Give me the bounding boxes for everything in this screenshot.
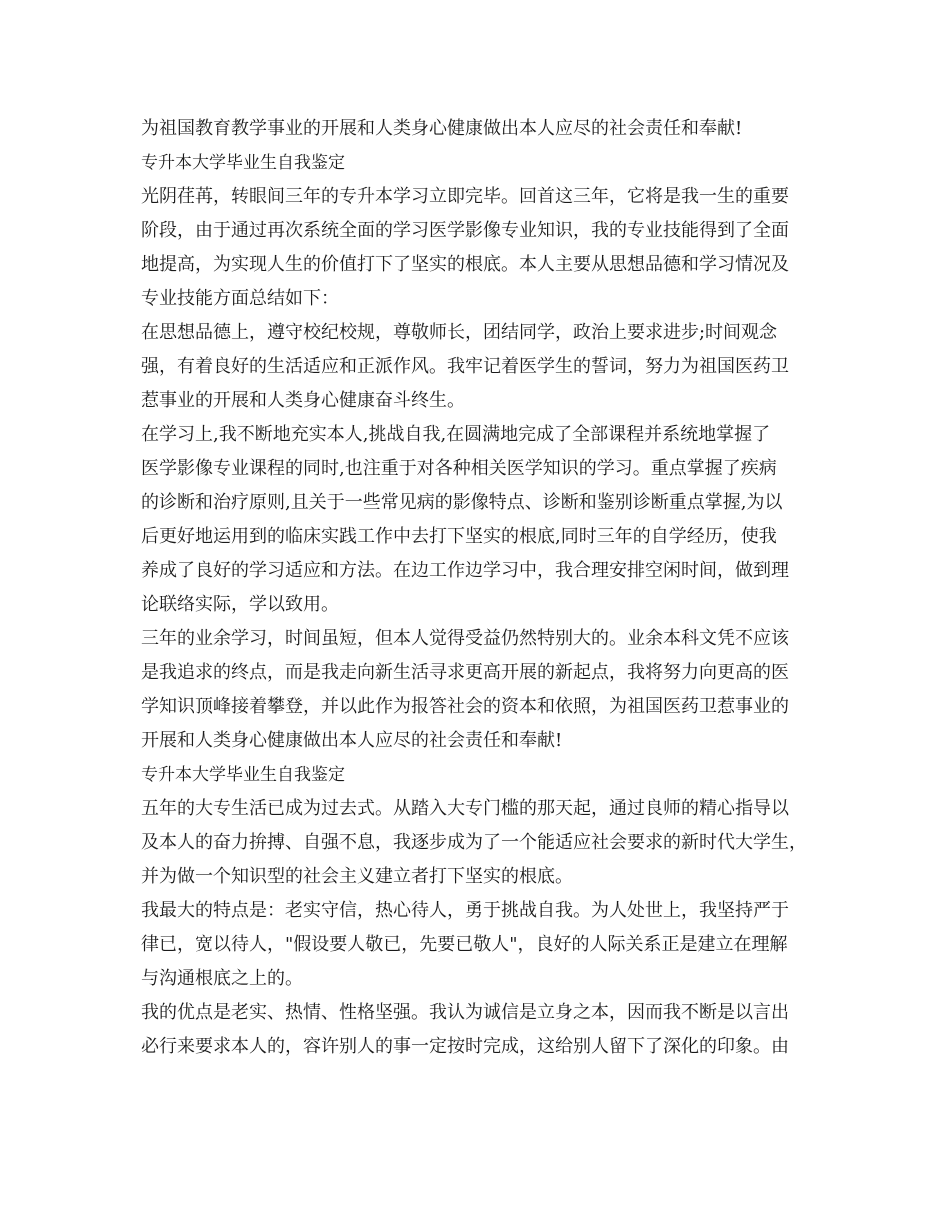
text-line: 五年的大专生活已成为过去式。从踏入大专门槛的那天起，通过良师的精心指导以 (141, 798, 789, 819)
text-line: 惹事业的开展和人类身心健康奋斗终生。 (141, 390, 465, 411)
text-line: 光阴荏苒，转眼间三年的专升本学习立即完毕。回首这三年，它将是我一生的重要 (141, 186, 789, 207)
text-line: 后更好地运用到的临床实践工作中去打下坚实的根底,同时三年的自学经历，使我 (141, 526, 777, 547)
text-line: 为祖国教育教学事业的开展和人类身心健康做出本人应尽的社会责任和奉献! (141, 118, 743, 139)
text-line: 在学习上,我不断地充实本人,挑战自我,在圆满地完成了全部课程并系统地掌握了 (141, 424, 771, 445)
text-line: 地提高，为实现人生的价值打下了坚实的根底。本人主要从思想品德和学习情况及 (141, 254, 789, 275)
text-line: 开展和人类身心健康做出本人应尽的社会责任和奉献! (141, 730, 563, 751)
text-line: 我最大的特点是：老实守信，热心待人，勇于挑战自我。为人处世上，我坚持严于 (141, 900, 789, 921)
text-line: 学知识顶峰接着攀登，并以此作为报答社会的资本和依照，为祖国医药卫惹事业的 (141, 696, 789, 717)
text-line: 医学影像专业课程的同时,也注重于对各种相关医学知识的学习。重点掌握了疾病 (141, 458, 777, 479)
text-line: 并为做一个知识型的社会主义建立者打下坚实的根底。 (141, 866, 573, 887)
text-line: 在思想品德上，遵守校纪校规，尊敬师长，团结同学，政治上要求进步;时间观念 (141, 322, 778, 343)
text-line: 论联络实际，学以致用。 (141, 594, 339, 615)
document-body (141, 112, 813, 1064)
section-heading: 专升本大学毕业生自我鉴定 (141, 153, 345, 173)
text-line: 的诊断和治疗原则,且关于一些常见病的影像特点、诊断和鉴别诊断重点掌握,为以 (141, 492, 783, 513)
text-line: 律已，宽以待人，"假设要人敬已，先要已敬人"，良好的人际关系正是建立在理解 (141, 934, 788, 955)
text-line: 专业技能方面总结如下： (141, 288, 339, 309)
text-line: 养成了良好的学习适应和方法。在边工作边学习中，我合理安排空闲时间，做到理 (141, 560, 789, 581)
text-line: 三年的业余学习，时间虽短，但本人觉得受益仍然特别大的。业余本科文凭不应该 (141, 628, 789, 649)
text-line: 与沟通根底之上的。 (141, 968, 303, 989)
text-line: 强，有着良好的生活适应和正派作风。我牢记着医学生的誓词，努力为祖国医药卫 (141, 356, 789, 377)
text-line: 我的优点是老实、热情、性格坚强。我认为诚信是立身之本，因而我不断是以言出 (141, 1002, 789, 1023)
section-heading: 专升本大学毕业生自我鉴定 (141, 765, 345, 785)
text-line: 是我追求的终点，而是我走向新生活寻求更高开展的新起点，我将努力向更高的医 (141, 662, 789, 683)
text-line: 阶段，由于通过再次系统全面的学习医学影像专业知识，我的专业技能得到了全面 (141, 220, 789, 241)
text-line: 必行来要求本人的，容许别人的事一定按时完成，这给别人留下了深化的印象。由 (141, 1036, 789, 1057)
text-line: 及本人的奋力拚搏、自强不息，我逐步成为了一个能适应社会要求的新时代大学生， (141, 832, 807, 853)
